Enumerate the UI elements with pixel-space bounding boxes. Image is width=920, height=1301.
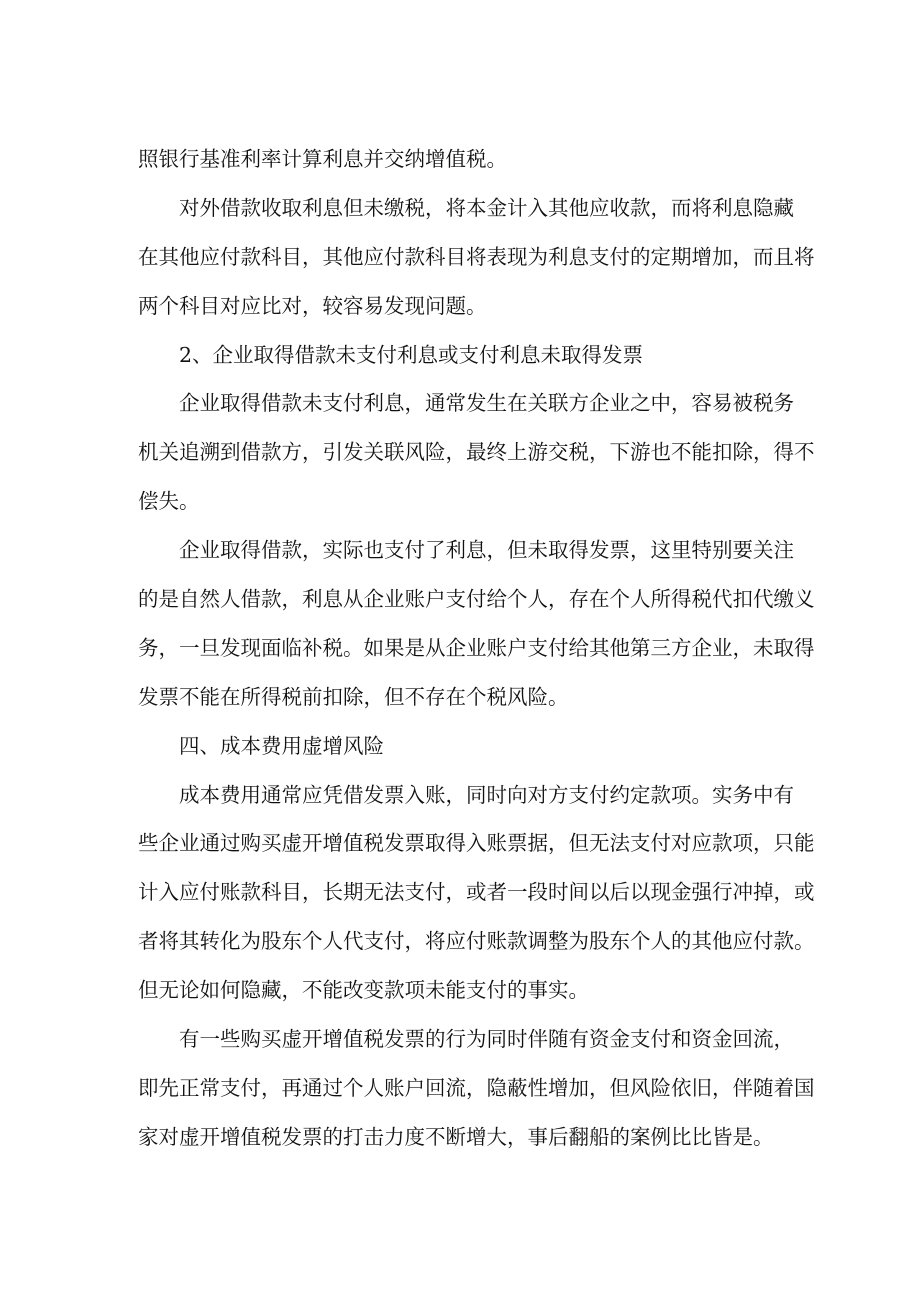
text-line: 两个科目对应比对，较容易发现问题。 bbox=[138, 293, 487, 318]
text-line: 发票不能在所得税前扣除，但不存在个税风险。 bbox=[138, 684, 569, 709]
text-line: 务，一旦发现面临补税。如果是从企业账户支付给其他第三方企业，未取得 bbox=[138, 635, 815, 660]
text-line: 企业取得借款，实际也支付了利息，但未取得发票，这里特别要关注 bbox=[179, 538, 794, 563]
text-line: 些企业通过购买虚开增值税发票取得入账票据，但无法支付对应款项，只能 bbox=[138, 831, 815, 856]
text-line: 对外借款收取利息但未缴税，将本金计入其他应收款，而将利息隐藏 bbox=[179, 195, 794, 220]
text-line: 有一些购买虚开增值税发票的行为同时伴随有资金支付和资金回流， bbox=[179, 1027, 794, 1052]
text-line: 在其他应付款科目，其他应付款科目将表现为利息支付的定期增加，而且将 bbox=[138, 244, 815, 269]
text-line: 企业取得借款未支付利息，通常发生在关联方企业之中，容易被税务 bbox=[179, 391, 794, 416]
text-line: 机关追溯到借款方，引发关联风险，最终上游交税，下游也不能扣除，得不 bbox=[138, 440, 815, 465]
text-line: 照银行基准利率计算利息并交纳增值税。 bbox=[138, 147, 507, 171]
text-line: 者将其转化为股东个人代支付，将应付账款调整为股东个人的其他应付款。 bbox=[138, 929, 815, 954]
text-line: 即先正常支付，再通过个人账户回流，隐蔽性增加，但风险依旧，伴随着国 bbox=[138, 1075, 815, 1100]
section-heading: 2、企业取得借款未支付利息或支付利息未取得发票 bbox=[179, 342, 644, 367]
text-line: 家对虚开增值税发票的打击力度不断增大，事后翻船的案例比比皆是。 bbox=[138, 1124, 774, 1149]
text-line: 计入应付账款科目，长期无法支付，或者一段时间以后以现金强行冲掉，或 bbox=[138, 880, 815, 905]
section-heading: 四、成本费用虚增风险 bbox=[179, 733, 384, 758]
text-line: 但无论如何隐藏，不能改变款项未能支付的事实。 bbox=[138, 978, 589, 1003]
text-line: 偿失。 bbox=[138, 489, 200, 514]
text-line: 成本费用通常应凭借发票入账，同时向对方支付约定款项。实务中有 bbox=[179, 782, 794, 807]
document-page bbox=[138, 135, 815, 1162]
text-line: 的是自然人借款，利息从企业账户支付给个人，存在个人所得税代扣代缴义 bbox=[138, 587, 815, 612]
